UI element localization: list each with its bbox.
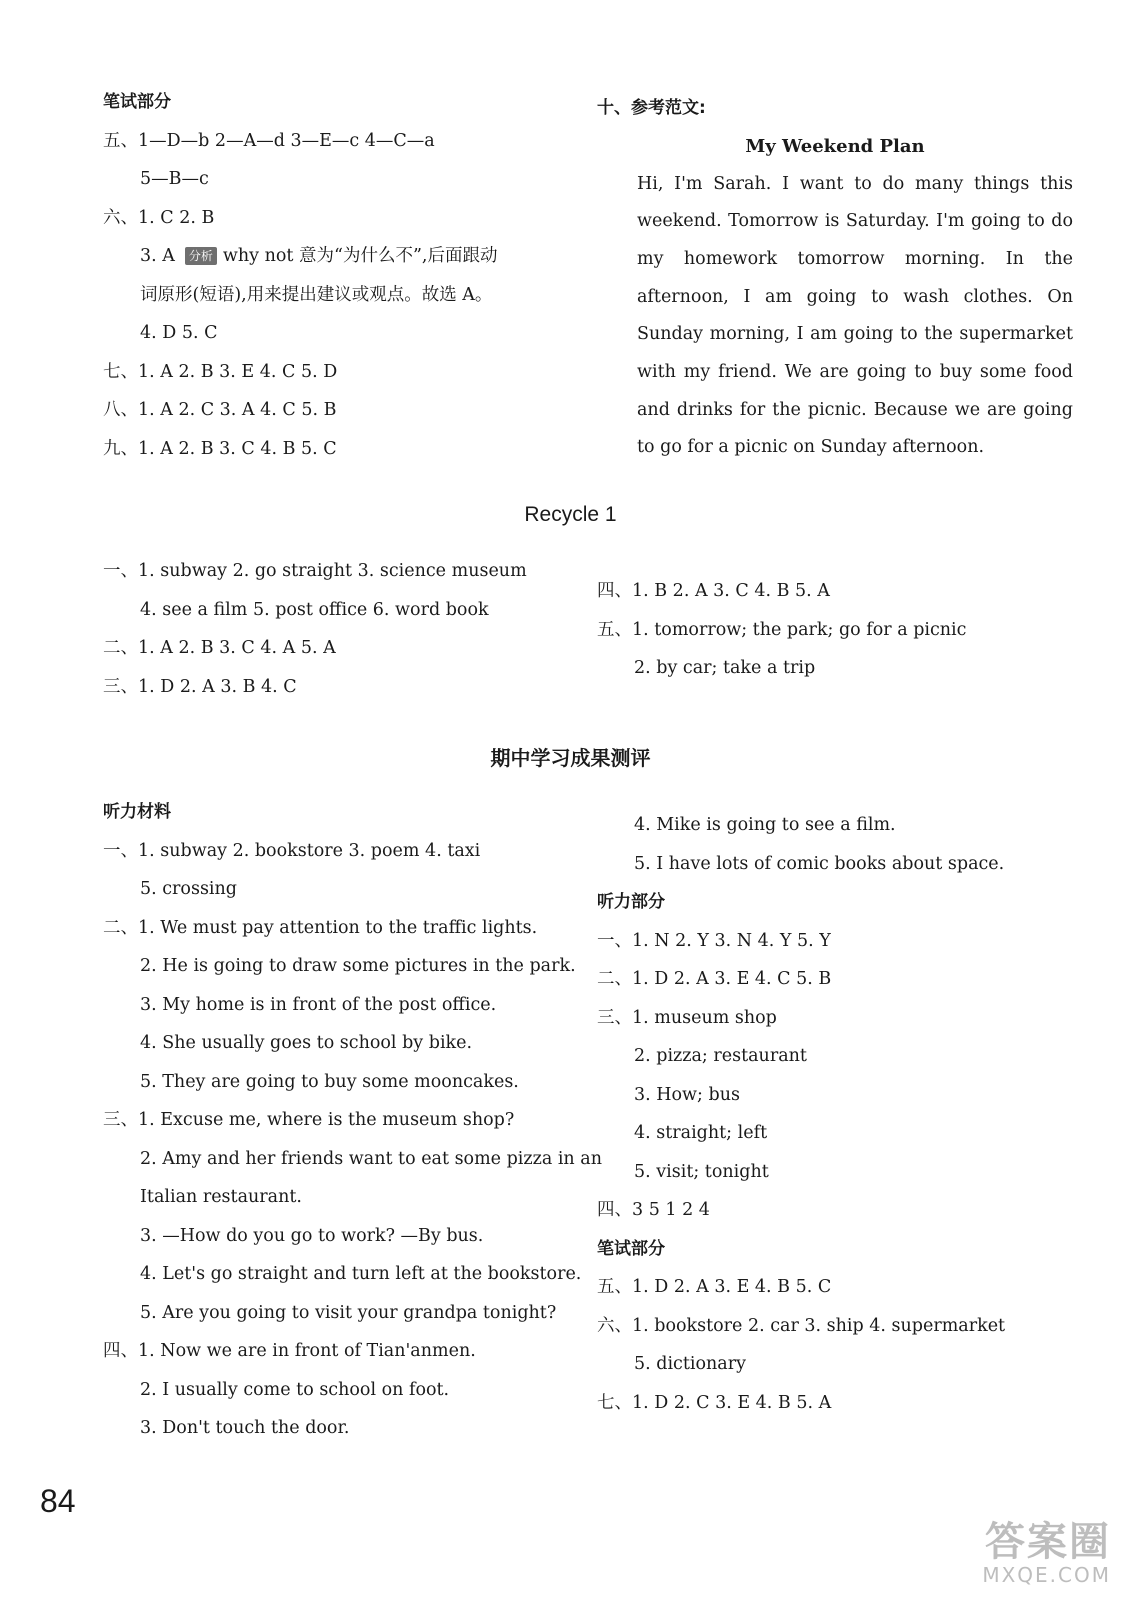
- answer-line: 5. dictionary: [634, 1354, 746, 1374]
- answer-line: 4. Mike is going to see a film.: [634, 815, 896, 835]
- section-title-midterm: 期中学习成果测评: [490, 746, 651, 770]
- answer-line: 5. I have lots of comic books about space.: [634, 853, 1005, 874]
- watermark-logo: [982, 1520, 1111, 1586]
- answer-line: 二、1. We must pay attention to the traffic lights.: [103, 917, 538, 938]
- watermark-text: 答案圈: [985, 1519, 1111, 1565]
- answer-line: 五、1. tomorrow; the park; go for a picnic: [597, 619, 967, 640]
- answer-line: 5. Are you going to visit your grandpa tonight?: [140, 1302, 557, 1323]
- answer-line: 一、1. subway 2. go straight 3. science museum: [103, 561, 527, 581]
- answer-line: 2. Amy and her friends want to eat some pizza in an: [140, 1148, 602, 1169]
- answer-line: 六、1. C 2. B: [103, 207, 215, 228]
- answer-line: 八、1. A 2. C 3. A 4. C 5. B: [103, 400, 337, 420]
- answer-line: 一、1. subway 2. bookstore 3. poem 4. taxi: [103, 840, 481, 861]
- answer-line: 二、1. D 2. A 3. E 4. C 5. B: [597, 969, 832, 989]
- answer-line: 4. straight; left: [634, 1123, 768, 1143]
- answer-line: 六、1. bookstore 2. car 3. ship 4. supermarket: [597, 1315, 1006, 1336]
- answer-line: 五、1. D 2. A 3. E 4. B 5. C: [597, 1277, 832, 1297]
- section-header-written: 笔试部分: [597, 1238, 665, 1259]
- answer-line-with-analysis: [103, 237, 583, 276]
- answer-line: 5. They are going to buy some mooncakes.: [140, 1071, 519, 1092]
- answer-line: 5. crossing: [140, 879, 237, 899]
- answer-line: 三、1. museum shop: [597, 1007, 777, 1028]
- answer-line: 3. How; bus: [634, 1084, 740, 1105]
- answer-line: 2. pizza; restaurant: [634, 1046, 807, 1066]
- answer-line: Italian restaurant.: [140, 1187, 302, 1207]
- recycle-left-column: [103, 552, 583, 706]
- analysis-text-cont: 词原形(短语),用来提出建议或观点。故选 A。: [140, 284, 493, 305]
- answer-line: 五、1—D—b 2—A—d 3—E—c 4—C—a: [103, 130, 435, 151]
- answer-line: 4. D 5. C: [140, 323, 218, 343]
- answer-line: 三、1. Excuse me, where is the museum shop?: [103, 1110, 515, 1130]
- answer-line: 四、1. B 2. A 3. C 4. B 5. A: [597, 581, 830, 601]
- midterm-left-column: [103, 793, 602, 1448]
- question-answer: 3. A: [140, 246, 175, 266]
- answer-line: 七、1. A 2. B 3. E 4. C 5. D: [103, 361, 338, 382]
- watermark-url: MXQE.COM: [982, 1563, 1111, 1587]
- answer-line: 九、1. A 2. B 3. C 4. B 5. C: [103, 438, 337, 459]
- section-header-written: 笔试部分: [103, 92, 171, 112]
- answer-line: 二、1. A 2. B 3. C 4. A 5. A: [103, 638, 336, 658]
- top-right-column: [597, 89, 1073, 467]
- answer-line: 四、3 5 1 2 4: [597, 1200, 710, 1220]
- section-header-listening-script: 听力材料: [103, 802, 171, 822]
- answer-line: 4. Let's go straight and turn left at the bookstore.: [140, 1264, 582, 1284]
- answer-line: 2. by car; take a trip: [634, 658, 816, 678]
- section-header-essay: 十、参考范文:: [597, 98, 706, 118]
- essay-paragraph: Hi, I'm Sarah. I want to do many things this weekend. Tomorrow is Saturday. I'm going to do my homework tomorrow morning. In the afternoon, I am going to wash clothes. On Sunday morning, I am going to the supermarket with my friend. We are going to buy some food and drinks for the picnic. Because we are going to go for a picnic on Sunday afternoon.: [637, 173, 1073, 458]
- answer-line: 四、1. Now we are in front of Tian'anmen.: [103, 1341, 476, 1361]
- answer-line: 3. —How do you go to work? —By bus.: [140, 1225, 484, 1246]
- answer-line: 2. He is going to draw some pictures in the park.: [140, 956, 576, 976]
- answer-line: 三、1. D 2. A 3. B 4. C: [103, 676, 297, 697]
- essay-body: [597, 166, 1073, 468]
- answer-line: 3. Don't touch the door.: [140, 1418, 350, 1438]
- section-header-listening: 听力部分: [597, 892, 665, 912]
- page-number: 84: [40, 1483, 76, 1519]
- top-left-column: [103, 83, 583, 468]
- answer-line: 4. She usually goes to school by bike.: [140, 1033, 473, 1053]
- answer-line: 4. see a film 5. post office 6. word book: [140, 599, 489, 620]
- section-title-recycle: Recycle 1: [524, 503, 617, 526]
- answer-line: 七、1. D 2. C 3. E 4. B 5. A: [597, 1392, 832, 1413]
- answer-line: 5—B—c: [140, 169, 209, 189]
- analysis-badge: 分析: [185, 247, 217, 265]
- recycle-right-column: [597, 572, 1073, 688]
- answer-line: 5. visit; tonight: [634, 1161, 769, 1182]
- analysis-text: why not 意为“为什么不”,后面跟动: [222, 246, 498, 266]
- answer-line: 3. My home is in front of the post office.: [140, 994, 497, 1015]
- answer-line: 一、1. N 2. Y 3. N 4. Y 5. Y: [597, 930, 831, 951]
- answer-line: 2. I usually come to school on foot.: [140, 1379, 450, 1400]
- midterm-right-column: [597, 806, 1073, 1422]
- essay-title: My Weekend Plan: [745, 135, 925, 157]
